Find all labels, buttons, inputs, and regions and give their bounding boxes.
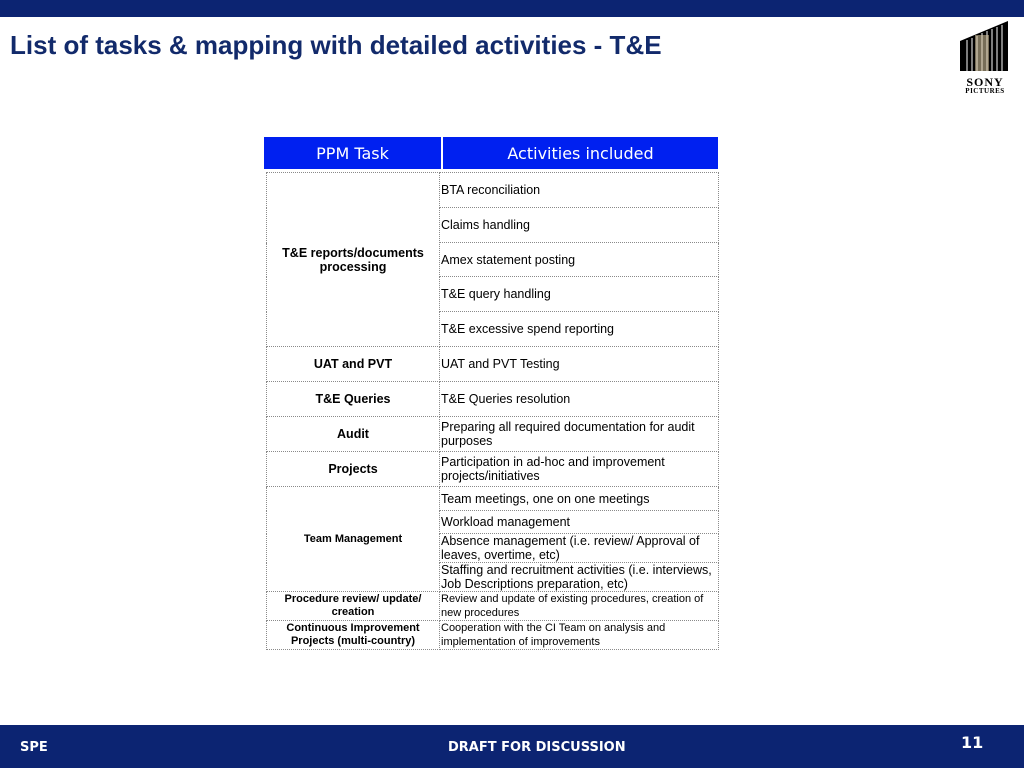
logo-brand-text: SONY bbox=[966, 75, 1004, 89]
task-cell: Continuous Improvement Projects (multi-country) bbox=[267, 621, 440, 650]
table-row bbox=[267, 487, 719, 511]
activity-cell: UAT and PVT Testing bbox=[440, 347, 719, 382]
table-row bbox=[267, 173, 719, 208]
activity-cell: Claims handling bbox=[440, 208, 719, 243]
activity-cell: Team meetings, one on one meetings bbox=[440, 487, 719, 511]
table-row bbox=[267, 592, 719, 621]
sony-pictures-logo-icon bbox=[958, 17, 1010, 73]
table-row bbox=[267, 347, 719, 382]
activity-cell: T&E excessive spend reporting bbox=[440, 312, 719, 347]
task-cell: UAT and PVT bbox=[267, 347, 440, 382]
activity-cell: Amex statement posting bbox=[440, 243, 719, 277]
footer-draft-label: DRAFT FOR DISCUSSION bbox=[448, 740, 626, 755]
table-row bbox=[267, 417, 719, 452]
table-row bbox=[267, 382, 719, 417]
logo-sub-text: PICTURES bbox=[965, 87, 1005, 95]
activity-cell: Participation in ad-hoc and improvement projects/initiatives bbox=[440, 452, 719, 487]
task-cell: Audit bbox=[267, 417, 440, 452]
footer-company-label: SPE bbox=[20, 740, 48, 755]
column-header-activities: Activities included bbox=[443, 137, 718, 169]
activity-cell: BTA reconciliation bbox=[440, 173, 719, 208]
activity-cell: Cooperation with the CI Team on analysis and implementation of improvements bbox=[440, 621, 719, 650]
activity-cell: Review and update of existing procedures, creation of new procedures bbox=[440, 592, 719, 621]
page-number: 11 bbox=[961, 733, 984, 752]
top-banner-bar bbox=[0, 0, 1024, 17]
task-cell: T&E Queries bbox=[267, 382, 440, 417]
slide-title: List of tasks & mapping with detailed activities - T&E bbox=[10, 30, 662, 60]
activity-cell: Staffing and recruitment activities (i.e. interviews, Job Descriptions preparation, etc) bbox=[440, 563, 719, 592]
activity-cell: Workload management bbox=[440, 511, 719, 534]
activity-cell: Absence management (i.e. review/ Approval of leaves, overtime, etc) bbox=[440, 534, 719, 563]
task-cell: Team Management bbox=[267, 487, 440, 592]
tasks-activities-table bbox=[266, 172, 719, 650]
task-cell: Projects bbox=[267, 452, 440, 487]
task-cell: T&E reports/documents processing bbox=[267, 173, 440, 347]
task-cell: Procedure review/ update/ creation bbox=[267, 592, 440, 621]
activity-cell: T&E Queries resolution bbox=[440, 382, 719, 417]
activity-cell: T&E query handling bbox=[440, 277, 719, 312]
sony-pictures-logo bbox=[958, 17, 1014, 97]
table-row bbox=[267, 621, 719, 650]
activity-cell: Preparing all required documentation for audit purposes bbox=[440, 417, 719, 452]
table-row bbox=[267, 452, 719, 487]
column-header-ppm-task: PPM Task bbox=[264, 137, 441, 169]
